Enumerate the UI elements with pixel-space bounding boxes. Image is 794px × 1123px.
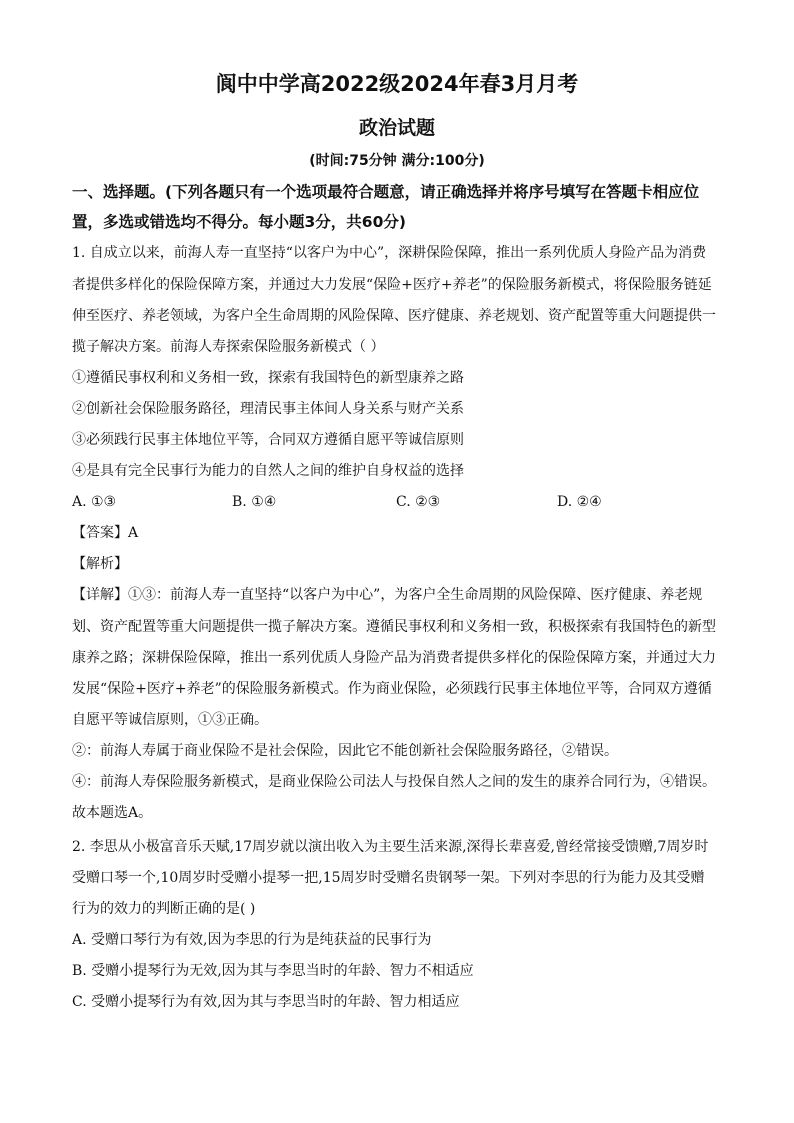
q1-detail-line-3: 康养之路；深耕保险保障，推出一系列优质人身险产品为消费者提供多样化的保险保障方案，并通过大力	[72, 650, 716, 666]
q1-detail-line-2: 划、资产配置等重大问题提供一揽子解决方案。遵循民事权利和义务相一致，积极探索有我国特色的新型	[72, 619, 716, 635]
q1-detail-line-5: 自愿平等诚信原则，①③正确。	[72, 712, 268, 728]
q1-statement-2: ②创新社会保险服务路径，理清民事主体间人身关系与财产关系	[72, 401, 464, 417]
q1-option-c: C. ②③	[396, 494, 441, 510]
q1-detail-line-6: ②：前海人寿属于商业保险不是社会保险，因此它不能创新社会保险服务路径，②错误。	[72, 743, 618, 759]
q1-statement-1: ①遵循民事权利和义务相一致，探索有我国特色的新型康养之路	[72, 370, 464, 386]
q2-option-a: A. 受赠口琴行为有效,因为李思的行为是纯获益的民事行为	[72, 932, 432, 948]
section-heading-line-1: 一、选择题。(下列各题只有一个选项最符合题意，请正确选择并将序号填写在答题卡相应位	[72, 183, 700, 201]
q1-stem-line-2: 者提供多样化的保险保障方案，并通过大力发展“保险+医疗+养老”的保险服务新模式，将保险服务链延	[72, 277, 712, 293]
q1-analysis-label: 【解析】	[72, 556, 128, 572]
q2-option-c: C. 受赠小提琴行为有效,因为其与李思当时的年龄、智力相适应	[72, 994, 460, 1010]
q1-detail-line-8: 故本题选A。	[72, 805, 153, 821]
q2-stem-line-1: 2. 李思从小极富音乐天赋,17周岁就以演出收入为主要生活来源,深得长辈喜爱,曾经常接受馈赠,7周岁时	[72, 839, 709, 855]
q1-option-a: A. ①③	[72, 494, 117, 510]
q1-answer: 【答案】A	[72, 525, 139, 541]
q2-stem-line-2: 受赠口琴一个,10周岁时受赠小提琴一把,15周岁时受赠名贵钢琴一架。下列对李思的行为能力及其受赠	[72, 870, 705, 886]
subject-title: 政治试题	[358, 117, 435, 139]
q1-stem-line-1: 1. 自成立以来，前海人寿一直坚持“以客户为中心”，深耕保险保障，推出一系列优质人身险产品为消费	[72, 245, 707, 261]
q1-statement-4: ④是具有完全民事行为能力的自然人之间的维护自身权益的选择	[72, 463, 464, 479]
q1-detail-line-7: ④：前海人寿保险服务新模式，是商业保险公司法人与投保自然人之间的发生的康养合同行为，④错误。	[72, 774, 716, 790]
section-heading-line-2: 置，多选或错选均不得分。每小题3分，共60分)	[72, 213, 406, 231]
q1-stem-line-3: 伸至医疗、养老领域，为客户全生命周期的风险保障、医疗健康、养老规划、资产配置等重大问题提供一	[72, 308, 716, 324]
q1-detail-line-1: 【详解】①③：前海人寿一直坚持“以客户为中心”，为客户全生命周期的风险保障、医疗健康、养老规	[72, 587, 703, 603]
q1-stem-line-4: 揽子解决方案。前海人寿探索保险服务新模式（ ）	[72, 339, 385, 355]
exam-title: 阆中中学高2022级2024年春3月月考	[215, 72, 579, 96]
q2-option-b: B. 受赠小提琴行为无效,因为其与李思当时的年龄、智力不相适应	[72, 963, 474, 979]
q1-detail-line-4: 发展“保险+医疗+养老”的保险服务新模式。作为商业保险，必须践行民事主体地位平等，合同双方遵循	[72, 681, 712, 697]
q1-option-d: D. ②④	[557, 494, 602, 510]
q2-stem-line-3: 行为的效力的判断正确的是( )	[72, 901, 256, 917]
exam-meta: (时间:75分钟 满分:100分)	[309, 153, 485, 169]
q1-statement-3: ③必须践行民事主体地位平等，合同双方遵循自愿平等诚信原则	[72, 432, 464, 448]
q1-option-b: B. ①④	[232, 494, 277, 510]
